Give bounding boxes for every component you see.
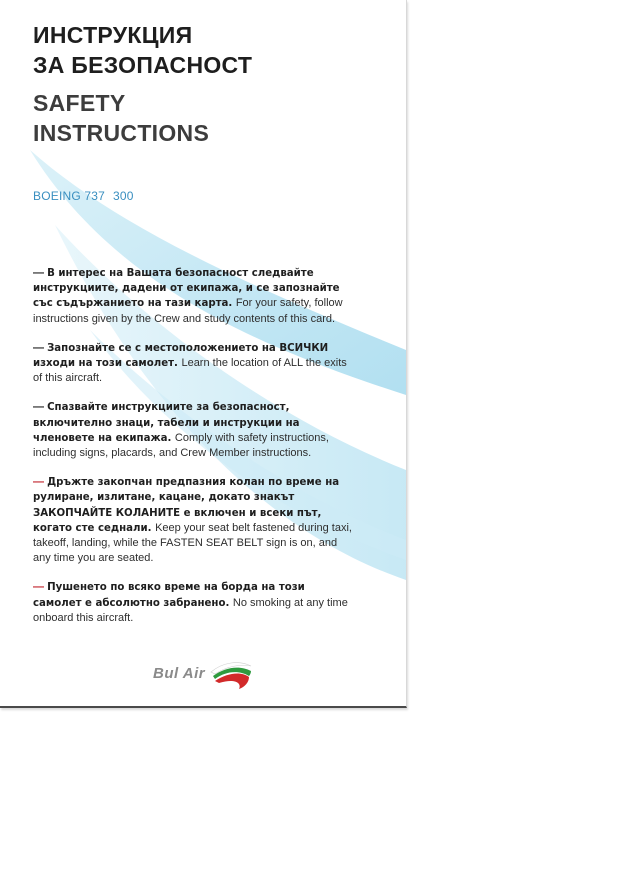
instruction-text-en: For your safety, follow instructions given by the Crew and study contents of this card. [33,297,343,325]
aircraft-model: BOEING 737 [33,189,106,203]
instruction-text-bg: Спазвайте инструкциите за безопасност, включително знаци, табели и инструкции на членовете на екипажа. [33,402,300,444]
title-bulgarian-line2: ЗА БЕЗОПАСНОСТ [33,52,253,78]
bullet-dash: — [33,476,48,489]
title-english [33,88,209,148]
bullet-dash: — [33,401,48,414]
instruction-text-bg: В интерес на Вашата безопасност следвайте инструкциите, дадени от екипажа, и се запознайте със съдържанието на тази карта. [33,268,340,310]
instruction-text-bg: Дръжте закопчан предпазния колан по време на рулиране, излитане, кацане, докато знакът ЗАКОПЧАЙТЕ КОЛАНИТЕ е включен и всеки път, когато сте седнали. [33,477,340,534]
logo-text: Bul Air [153,665,206,682]
title-english-line1: SAFETY [33,90,126,116]
instruction-text-en: Keep your seat belt fastened during taxi, takeoff, landing, while the FASTEN SEAT BELT sign is on, and any time you are seated. [33,521,352,565]
instruction-item [33,266,355,327]
flag-swoosh-icon [209,656,253,690]
bullet-dash: — [33,267,48,279]
instruction-item [33,580,355,626]
bullet-dash: — [33,341,48,354]
instruction-text-en: Learn the location of ALL the exits of this aircraft. [33,357,347,385]
title-english-line2: INSTRUCTIONS [33,120,210,146]
instructions-list [33,266,355,640]
instruction-item [33,341,355,387]
title-bulgarian-line1: ИНСТРУКЦИЯ [33,22,193,48]
aircraft-type [33,189,134,203]
instruction-item [33,475,355,566]
instruction-text-en: No smoking at any time onboard this aircraft. [33,596,348,624]
aircraft-variant: 300 [113,189,134,203]
instruction-text-en: Comply with safety instructions, including signs, placards, and Crew Member instructions. [33,431,329,460]
bullet-dash: — [33,581,48,594]
instruction-item [33,400,355,461]
bul-air-logo [153,656,253,690]
instruction-text-bg: Пушенето по всяко време на борда на този самолет е абсолютно забранено. [33,582,305,609]
title-bulgarian [33,20,252,80]
instruction-text-bg: Запознайте се с местоположението на ВСИЧКИ изходи на този самолет. [33,342,329,370]
